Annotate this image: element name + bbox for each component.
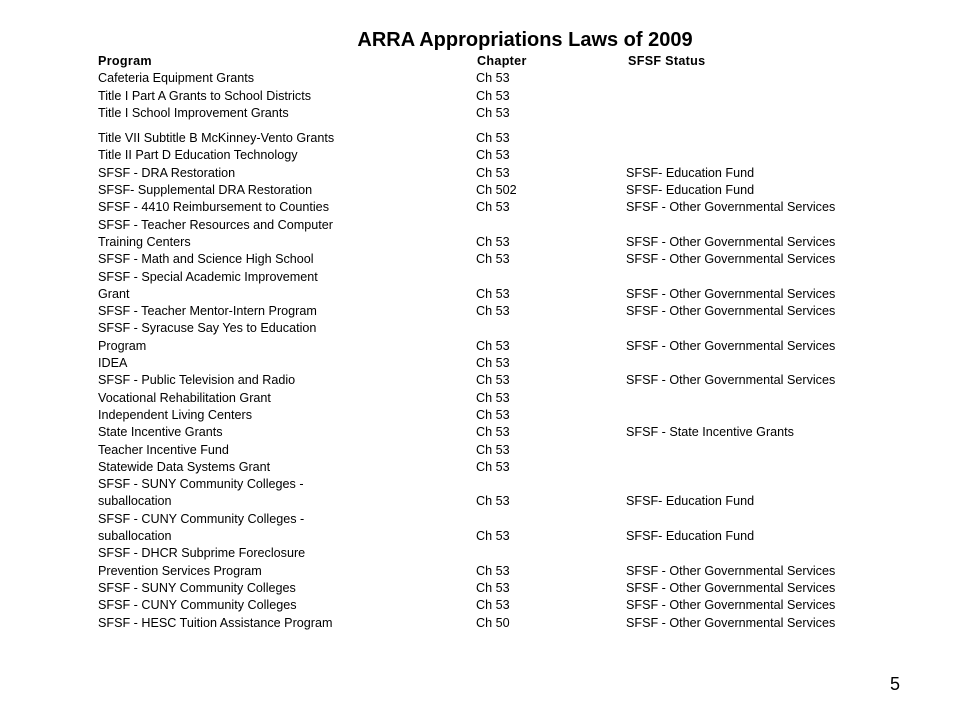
page-number: 5 bbox=[889, 674, 900, 694]
cell-program: Title I Part A Grants to School Districts bbox=[98, 88, 311, 103]
cell-chapter: Ch 53 bbox=[476, 598, 510, 613]
cell-status: SFSF- Education Fund bbox=[626, 165, 755, 180]
cell-program: SFSF - Teacher Resources and Computer bbox=[98, 217, 333, 232]
cell-status: SFSF - Other Governmental Services bbox=[626, 598, 836, 613]
cell-chapter: Ch 53 bbox=[476, 234, 510, 249]
cell-program: SFSF - Math and Science High School bbox=[98, 252, 314, 267]
header-program: Program bbox=[98, 54, 152, 68]
cell-chapter: Ch 53 bbox=[476, 252, 510, 267]
cell-chapter: Ch 53 bbox=[476, 165, 510, 180]
page-title: ARRA Appropriations Laws of 2009 bbox=[357, 29, 693, 51]
cell-program: SFSF - Special Academic Improvement bbox=[98, 269, 318, 284]
cell-program: SFSF - 4410 Reimbursement to Counties bbox=[98, 200, 329, 215]
cell-program: SFSF - CUNY Community Colleges - bbox=[98, 511, 305, 526]
cell-chapter: Ch 53 bbox=[476, 373, 510, 388]
cell-program: Program bbox=[98, 338, 147, 353]
cell-program: Title II Part D Education Technology bbox=[98, 148, 298, 163]
cell-chapter: Ch 53 bbox=[476, 494, 510, 509]
cell-chapter: Ch 53 bbox=[476, 200, 510, 215]
cell-program: SFSF - Teacher Mentor-Intern Program bbox=[98, 304, 317, 319]
cell-status: SFSF - Other Governmental Services bbox=[626, 200, 836, 215]
cell-chapter: Ch 53 bbox=[476, 286, 510, 301]
cell-program: Grant bbox=[98, 286, 130, 301]
cell-status: SFSF- Education Fund bbox=[626, 183, 755, 198]
cell-program: Teacher Incentive Fund bbox=[98, 442, 229, 457]
cell-chapter: Ch 53 bbox=[476, 131, 510, 146]
cell-program: Independent Living Centers bbox=[98, 407, 253, 422]
cell-program: SFSF- Supplemental DRA Restoration bbox=[98, 183, 313, 198]
cell-chapter: Ch 53 bbox=[476, 304, 510, 319]
cell-status: SFSF - Other Governmental Services bbox=[626, 373, 836, 388]
cell-chapter: Ch 50 bbox=[476, 615, 510, 630]
cell-status: SFSF - Other Governmental Services bbox=[626, 304, 836, 319]
cell-status: SFSF - Other Governmental Services bbox=[626, 563, 836, 578]
cell-program: suballocation bbox=[98, 494, 172, 509]
cell-status: SFSF - Other Governmental Services bbox=[626, 252, 836, 267]
cell-chapter: Ch 53 bbox=[476, 425, 510, 440]
cell-chapter: Ch 53 bbox=[476, 529, 510, 544]
header-status: SFSF Status bbox=[628, 54, 706, 68]
cell-program: Statewide Data Systems Grant bbox=[98, 459, 271, 474]
cell-chapter: Ch 53 bbox=[476, 407, 510, 422]
cell-status: SFSF - State Incentive Grants bbox=[626, 425, 794, 440]
cell-program: SFSF - DHCR Subprime Foreclosure bbox=[98, 546, 306, 561]
cell-chapter: Ch 53 bbox=[476, 390, 510, 405]
cell-status: SFSF - Other Governmental Services bbox=[626, 338, 836, 353]
cell-chapter: Ch 53 bbox=[476, 563, 510, 578]
cell-chapter: Ch 53 bbox=[476, 148, 510, 163]
cell-chapter: Ch 53 bbox=[476, 459, 510, 474]
cell-program: SFSF - SUNY Community Colleges bbox=[98, 580, 296, 595]
cell-program: Prevention Services Program bbox=[98, 563, 262, 578]
cell-chapter: Ch 53 bbox=[476, 356, 510, 371]
cell-program: Training Centers bbox=[98, 234, 191, 249]
cell-status: SFSF - Other Governmental Services bbox=[626, 286, 836, 301]
cell-status: SFSF - Other Governmental Services bbox=[626, 580, 836, 595]
cell-chapter: Ch 53 bbox=[476, 580, 510, 595]
cell-status: SFSF - Other Governmental Services bbox=[626, 615, 836, 630]
cell-program: IDEA bbox=[98, 356, 128, 371]
cell-program: SFSF - HESC Tuition Assistance Program bbox=[98, 615, 333, 630]
cell-program: Title I School Improvement Grants bbox=[98, 105, 289, 120]
cell-chapter: Ch 53 bbox=[476, 442, 510, 457]
cell-program: SFSF - SUNY Community Colleges - bbox=[98, 477, 304, 492]
cell-chapter: Ch 53 bbox=[476, 105, 510, 120]
cell-chapter: Ch 53 bbox=[476, 71, 510, 86]
cell-chapter: Ch 53 bbox=[476, 88, 510, 103]
cell-status: SFSF - Other Governmental Services bbox=[626, 234, 836, 249]
cell-status: SFSF- Education Fund bbox=[626, 494, 755, 509]
cell-program: SFSF - DRA Restoration bbox=[98, 165, 236, 180]
cell-program: State Incentive Grants bbox=[98, 425, 223, 440]
cell-program: SFSF - CUNY Community Colleges bbox=[98, 598, 297, 613]
header-chapter: Chapter bbox=[477, 54, 527, 68]
cell-program: Title VII Subtitle B McKinney-Vento Grants bbox=[98, 131, 335, 146]
cell-status: SFSF- Education Fund bbox=[626, 529, 755, 544]
cell-chapter: Ch 502 bbox=[476, 183, 517, 198]
cell-program: SFSF - Syracuse Say Yes to Education bbox=[98, 321, 317, 336]
cell-program: suballocation bbox=[98, 529, 172, 544]
cell-program: Cafeteria Equipment Grants bbox=[98, 71, 255, 86]
cell-program: SFSF - Public Television and Radio bbox=[98, 373, 296, 388]
cell-program: Vocational Rehabilitation Grant bbox=[98, 390, 271, 405]
cell-chapter: Ch 53 bbox=[476, 338, 510, 353]
